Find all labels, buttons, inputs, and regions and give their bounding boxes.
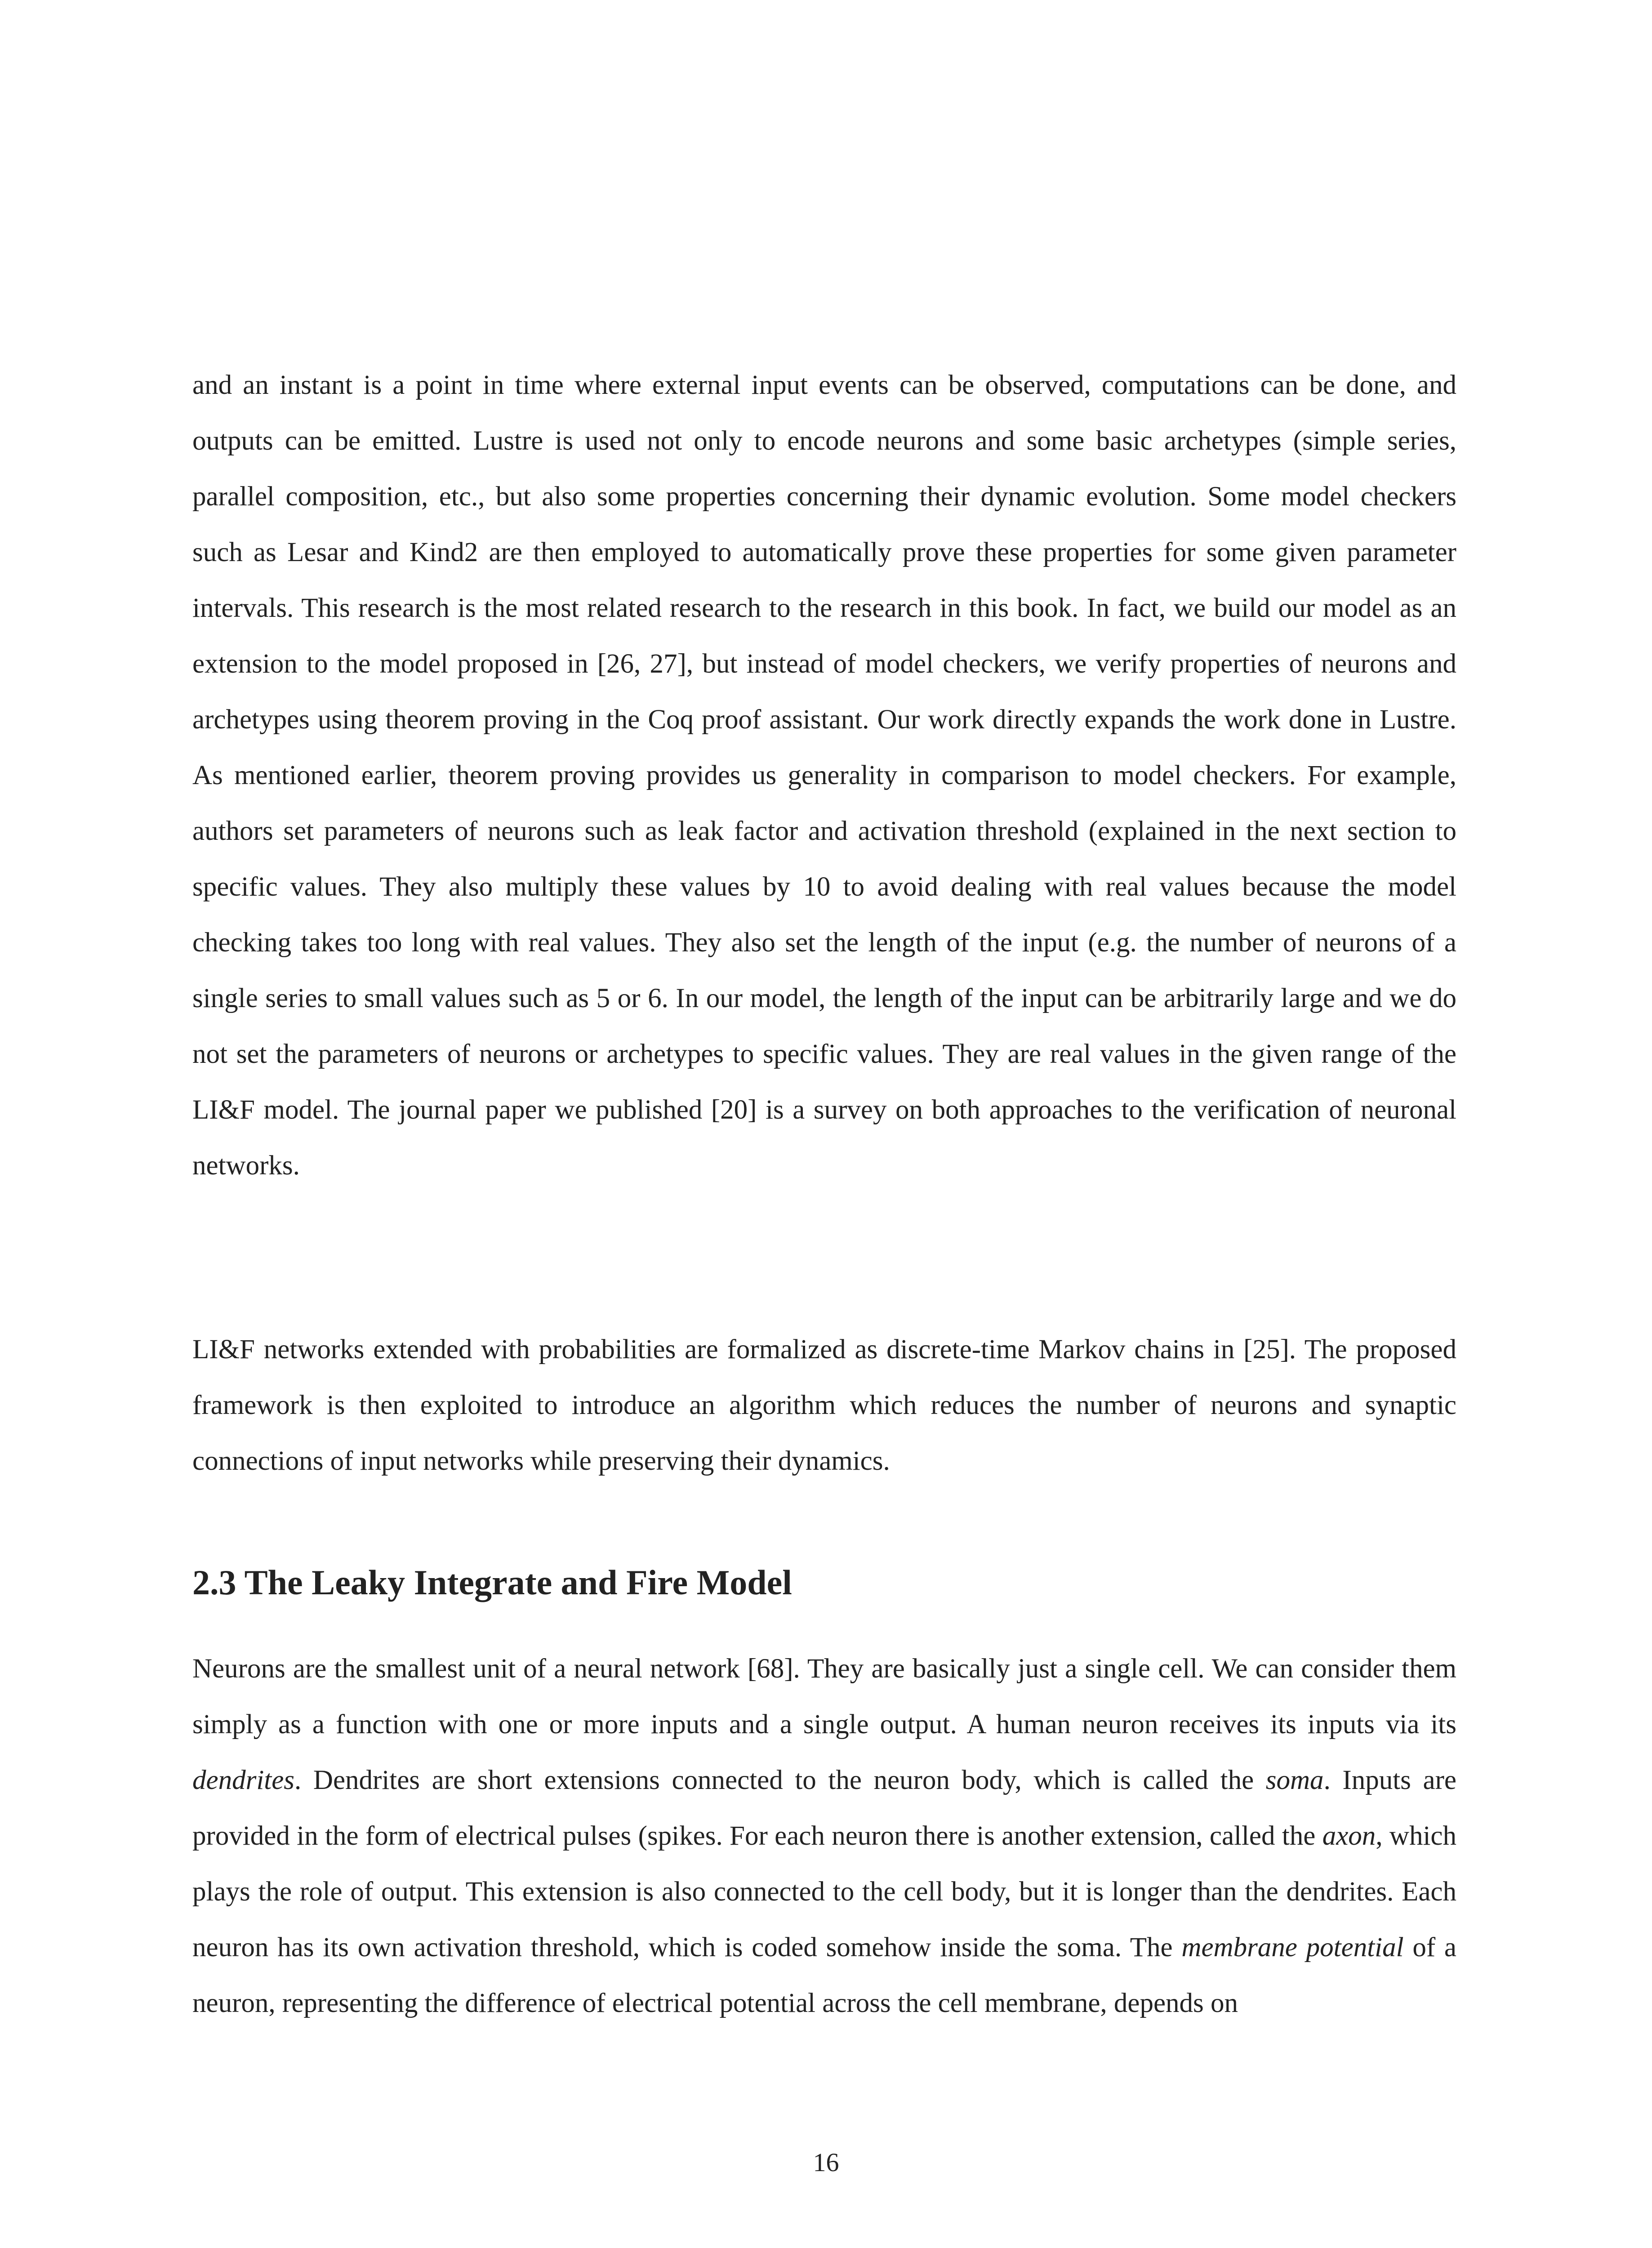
term-membrane-potential: membrane potential <box>1181 1932 1404 1963</box>
text-block-related-work <box>192 357 1456 1194</box>
paragraph-markov-chains: LI&F networks extended with probabilities are formalized as discrete-time Markov chains in [25]. The proposed framework is then exploited to introduce an algorithm which reduces the number of neurons and synaptic connections of input networks while preserving their dynamics. <box>192 1334 1456 1476</box>
text-segment: , which plays the role of output. This extension is also connected to the cell body, but it is longer than the dendrites. Each neuron has its own activation threshold, which is coded somehow inside the soma. The <box>192 1821 1456 1963</box>
section-heading: 2.3 The Leaky Integrate and Fire Model <box>192 1563 792 1602</box>
term-axon: axon <box>1322 1821 1376 1851</box>
term-dendrites: dendrites <box>192 1765 295 1795</box>
text-segment: Neurons are the smallest unit of a neural network [68]. They are basically just a single cell. We can consider them simply as a function with one or more inputs and a single output. A human neuron receives its inputs via its <box>192 1654 1456 1740</box>
text-block-lif-model <box>192 1641 1456 2031</box>
text-segment: . Dendrites are short extensions connected to the neuron body, which is called the <box>294 1765 1266 1795</box>
page-number: 16 <box>813 2148 839 2177</box>
text-segment: of a neuron, representing the difference of electrical potential across the cell membrane, depends on <box>192 1932 1457 2018</box>
paragraph-lustre: and an instant is a point in time where external input events can be observed, computations can be done, and outputs can be emitted. Lustre is used not only to encode neurons and some basic archetypes (simple series, parallel composition, etc., but also some properties concerning their dynamic evolution. Some model checkers such as Lesar and Kind2 are then employed to automatically prove these properties for some given parameter intervals. This research is the most related research to the research in this book. In fact, we build our model as an extension to the model proposed in [26, 27], but instead of model checkers, we verify properties of neurons and archetypes using theorem proving in the Coq proof assistant. Our work directly expands the work done in Lustre. As mentioned earlier, theorem proving provides us generality in comparison to model checkers. For example, authors set parameters of neurons such as leak factor and activation threshold (explained in the next section to specific values. They also multiply these values by 10 to avoid dealing with real values because the model checking takes too long with real values. They also set the length of the input (e.g. the number of neurons of a single series to small values such as 5 or 6. In our model, the length of the input can be arbitrarily large and we do not set the parameters of neurons or archetypes to specific values. They are real values in the given range of the LI&F model. The journal paper we published [20] is a survey on both approaches to the verification of neuronal networks. <box>192 370 1456 1181</box>
text-segment: . Inputs are provided in the form of electrical pulses (spikes. For each neuron there is another extension, called the <box>192 1765 1456 1851</box>
paragraph-neurons <box>192 1641 1456 2031</box>
text-block-markov <box>192 1322 1456 1489</box>
term-soma: soma <box>1265 1765 1324 1795</box>
